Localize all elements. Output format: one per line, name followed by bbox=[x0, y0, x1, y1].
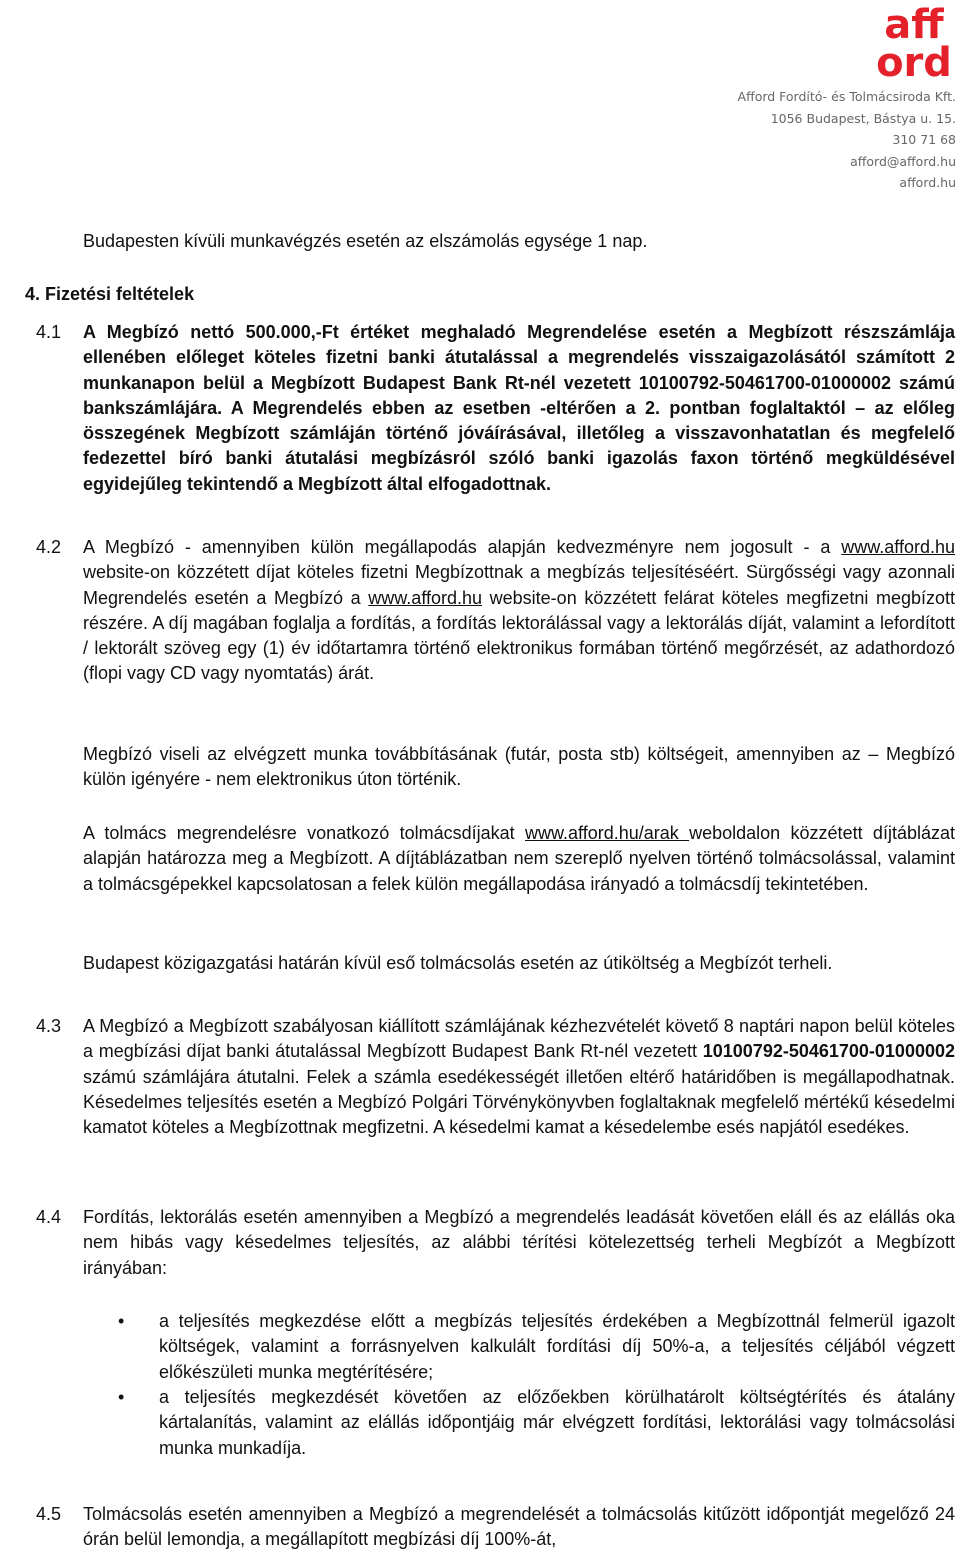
clause-4-2-part3: website-on közzétett felárat köteles megfizetni megbízott részére. A díj magában foglalja a fordítás, a fordítás lektorálással vagy a lektorálás díját, valamint a lefordított / lektorált szöveg egy (1) év időtartamra történő elektronikus formában történő megőrzését, az adathordozó (flopi vagy CD vagy nyomtatás) árát. bbox=[83, 587, 955, 684]
clause-4-2-part2: website-on közzétett díjat köteles fizetni Megbízottnak a megbízás teljesítéséért. Sürgősségi vagy azonnali Megrendelés esetén a Megbízó a bbox=[83, 562, 955, 608]
clause-4-5-number: 4.5 bbox=[36, 1504, 62, 1524]
logo-text-top: aff bbox=[884, 2, 944, 48]
clause-4-3-number: 4.3 bbox=[36, 1016, 62, 1036]
company-web: afford.hu bbox=[899, 175, 956, 190]
afford-logo bbox=[868, 2, 960, 80]
afford-website-link-2[interactable]: www.afford.hu bbox=[368, 587, 483, 608]
company-name: Afford Fordító- és Tolmácsiroda Kft. bbox=[737, 89, 956, 104]
interpreter-fee-part1: A tolmács megrendelésre vonatkozó tolmácsdíjakat bbox=[83, 823, 525, 843]
interpreter-fee-paragraph bbox=[83, 821, 955, 897]
clause-4-3-part2: számú számlájára átutalni. Felek a számla esedékességét illetően eltérő határidőben is megállapodhatnak. Késedelmes teljesítés esetén a Megbízó Polgári Törvénykönyvben foglaltaknak megfelelő mértékű késedelmi kamatot köteles a Megbízottnak megfizetni. A késedelmi kamat a késedelembe esés napjától esedékes. bbox=[83, 1066, 955, 1138]
intro-paragraph: Budapesten kívüli munkavégzés esetén az elszámolás egysége 1 nap. bbox=[83, 231, 648, 251]
company-address bbox=[738, 86, 956, 194]
clause-4-2-number: 4.2 bbox=[36, 537, 62, 557]
clause-4-4-number: 4.4 bbox=[36, 1207, 62, 1227]
travel-cost-paragraph: Budapest közigazgatási határán kívül eső tolmácsolás esetén az útiköltség a Megbízót terheli. bbox=[83, 953, 833, 973]
clause-4-3-part1: A Megbízó a Megbízott szabályosan kiállított számlájának kézhezvételét követő 8 naptári napon belül köteles a megbízási díjat banki átutalással Megbízott Budapest Bank Rt-nél vezetett bbox=[83, 1016, 955, 1062]
clause-4-2-part1: A Megbízó - amennyiben külön megállapodás alapján kedvezményre nem jogosult - a bbox=[83, 537, 842, 557]
interpreter-fee-part2: weboldalon közzétett díjtáblázat alapján határozza meg a Megbízott. A díjtáblázatban nem szereplő nyelven történő tolmácsolással, valamint a tolmácsgépekkel kapcsolatosan a felek külön megállapodása irányadó a tolmácsdíj tekintetében. bbox=[83, 823, 955, 894]
company-street: 1056 Budapest, Bástya u. 15. bbox=[770, 110, 956, 126]
afford-website-link[interactable]: www.afford.hu bbox=[841, 537, 955, 557]
bullet-item-2: a teljesítés megkezdését követően az előzőekben körülhatárolt költségtérítés és átalány kártalanítás, valamint az elállás időpontjáig már elvégzett fordítási, lektorálási vagy tolmácsolási munka munkadíja. bbox=[159, 1387, 955, 1458]
clause-4-2-text bbox=[83, 535, 955, 687]
section-title: 4. Fizetési feltételek bbox=[25, 284, 195, 304]
company-phone: 310 71 68 bbox=[892, 132, 956, 147]
courier-cost-paragraph: Megbízó viseli az elvégzett munka továbbításának (futár, posta stb) költségeit, amennyiben az – Megbízó külön igényére - nem elektronikus úton történik. bbox=[83, 744, 955, 790]
prices-page-link[interactable]: www.afford.hu/arak bbox=[525, 823, 690, 843]
company-email: afford@afford.hu bbox=[850, 153, 956, 169]
clause-4-1-text: A Megbízó nettó 500.000,-Ft értéket meghaladó Megrendelése esetén a Megbízott részszámlája ellenében előleget köteles fizetni banki átutalással a megrendelés visszaigazolásától számított 2 munkanapon belül a Megbízott Budapest Bank Rt-nél vezetett 10100792-50461700-01000002 számú bankszámlájára. A Megrendelés ebben az esetben -eltérően a 2. pontban foglaltaktól – az előleg összegének Megbízott számláján történő jóváírásával, illetőleg a visszavonhatatlan és megfelelő fedezettel bíró banki átutalási megbízásról szóló banki igazolás faxon történő megküldésével egyidejűleg tekintendő a Megbízott által elfogadottnak. bbox=[83, 322, 955, 494]
bank-account-number: 10100792-50461700-01000002 bbox=[702, 1041, 955, 1062]
clause-4-4-text: Fordítás, lektorálás esetén amennyiben a Megbízó a megrendelés leadását követően eláll és az elállás oka nem hibás vagy késedelmes teljesítés, az alábbi térítési kötelezettség terheli Megbízót a Megbízott irányában: bbox=[83, 1207, 955, 1278]
bullet-marker-2: • bbox=[118, 1387, 125, 1407]
bullet-marker-1: • bbox=[118, 1311, 125, 1331]
clause-4-5-text: Tolmácsolás esetén amennyiben a Megbízó a megrendelését a tolmácsolás kitűzött időpontját megelőző 24 órán belül lemondja, a megállapított megbízási díj 100%-át, bbox=[83, 1504, 955, 1550]
clause-4-1-number: 4.1 bbox=[36, 322, 62, 342]
logo-text-bottom: ord bbox=[876, 40, 952, 80]
clause-4-3-text bbox=[83, 1014, 955, 1140]
bullet-item-1: a teljesítés megkezdése előtt a megbízás teljesítés érdekében a Megbízottnál felmerül igazolt költségek, valamint a forrásnyelven kalkulált fordítási díj 50%-a, a teljesítés céljából végzett előkészületi munka megtérítésére; bbox=[159, 1311, 955, 1382]
